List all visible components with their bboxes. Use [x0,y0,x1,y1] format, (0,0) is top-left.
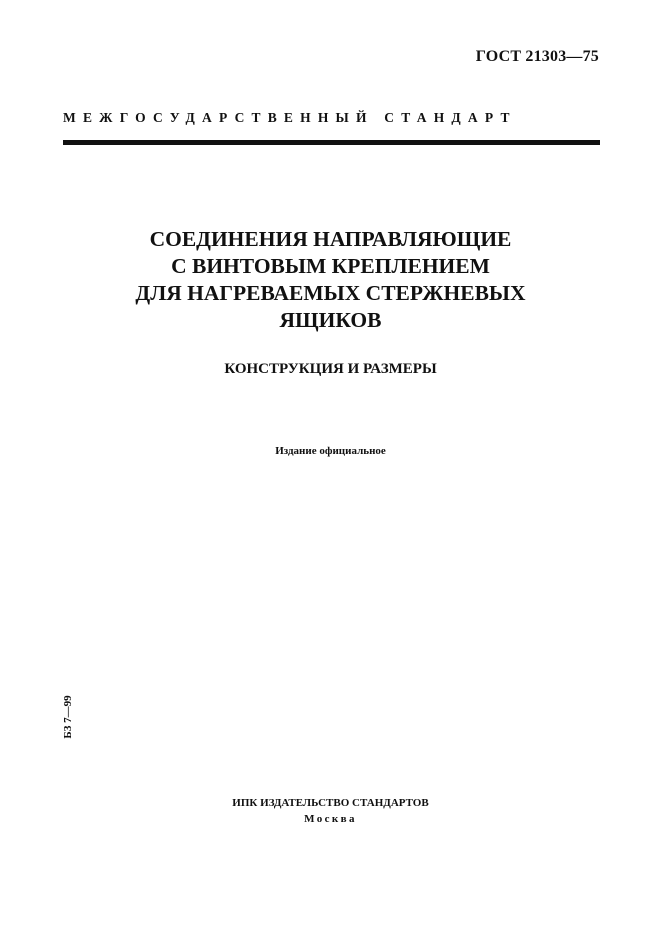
edition-label: Издание официальное [275,445,386,457]
gost-number: ГОСТ 21303—75 [475,48,599,65]
publisher-city: Москва [304,813,357,825]
title-line: ДЛЯ НАГРЕВАЕМЫХ СТЕРЖНЕВЫХ [135,281,526,305]
title-line: ЯЩИКОВ [279,308,382,332]
document-title [0,226,661,334]
side-code: БЗ 7—99 [62,695,74,739]
publisher-name: ИПК ИЗДАТЕЛЬСТВО СТАНДАРТОВ [232,797,429,809]
header-rule [63,140,600,145]
standard-type: МЕЖГОСУДАРСТВЕННЫЙ СТАНДАРТ [63,110,517,125]
title-line: С ВИНТОВЫМ КРЕПЛЕНИЕМ [171,254,490,278]
document-subtitle: КОНСТРУКЦИЯ И РАЗМЕРЫ [224,361,437,377]
title-line: СОЕДИНЕНИЯ НАПРАВЛЯЮЩИЕ [149,227,512,251]
